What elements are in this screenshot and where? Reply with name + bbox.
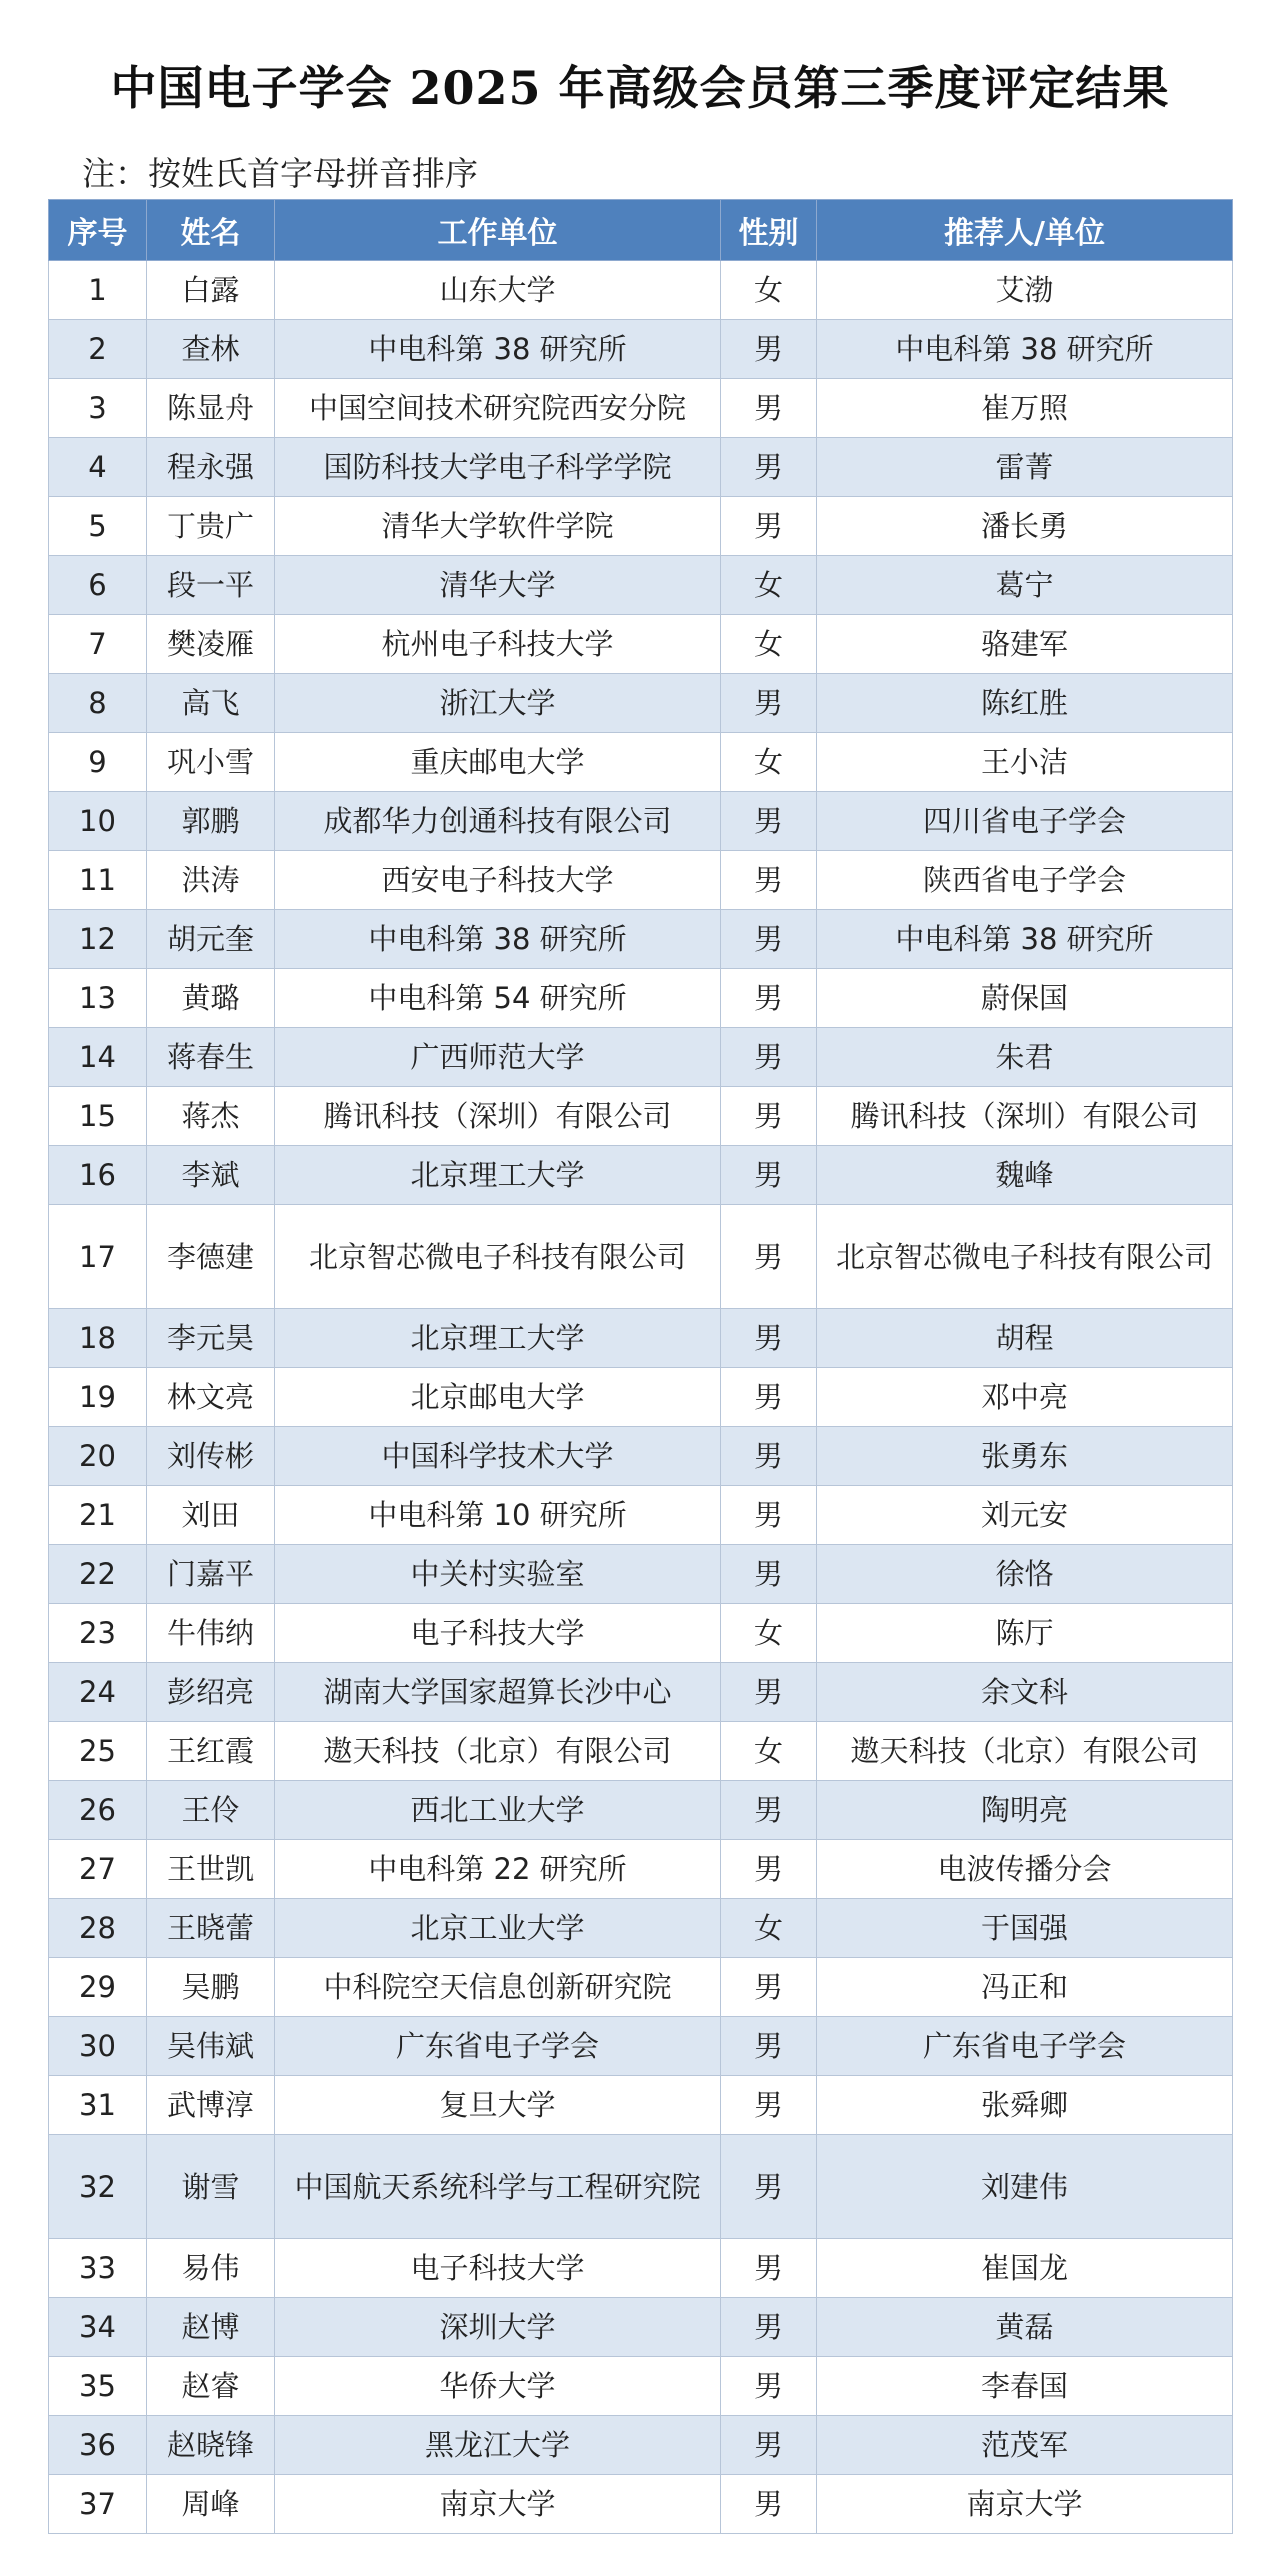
cell-serial-number: 3 (49, 379, 147, 438)
cell-name: 赵博 (147, 2298, 275, 2357)
table-row (49, 2416, 1233, 2475)
table-row (49, 1899, 1233, 1958)
cell-recommender: 黄磊 (817, 2298, 1233, 2357)
cell-recommender: 范茂军 (817, 2416, 1233, 2475)
cell-serial-number: 12 (49, 910, 147, 969)
cell-gender: 男 (721, 2017, 817, 2076)
cell-gender: 男 (721, 1781, 817, 1840)
cell-serial-number: 15 (49, 1087, 147, 1146)
cell-serial-number: 11 (49, 851, 147, 910)
table-row (49, 1368, 1233, 1427)
cell-serial-number: 18 (49, 1309, 147, 1368)
cell-name: 黄璐 (147, 969, 275, 1028)
cell-recommender: 陈红胜 (817, 674, 1233, 733)
cell-name: 李斌 (147, 1146, 275, 1205)
table-row (49, 1663, 1233, 1722)
cell-serial-number: 17 (49, 1205, 147, 1309)
table-row (49, 910, 1233, 969)
cell-name: 郭鹏 (147, 792, 275, 851)
cell-gender: 男 (721, 1087, 817, 1146)
cell-work-unit: 中电科第 38 研究所 (275, 320, 721, 379)
cell-recommender: 潘长勇 (817, 497, 1233, 556)
cell-serial-number: 1 (49, 261, 147, 320)
cell-name: 吴鹏 (147, 1958, 275, 2017)
cell-recommender: 陈厅 (817, 1604, 1233, 1663)
cell-recommender: 冯正和 (817, 1958, 1233, 2017)
cell-gender: 男 (721, 1427, 817, 1486)
cell-work-unit: 西北工业大学 (275, 1781, 721, 1840)
cell-name: 蒋杰 (147, 1087, 275, 1146)
cell-recommender: 艾渤 (817, 261, 1233, 320)
cell-work-unit: 北京邮电大学 (275, 1368, 721, 1427)
cell-gender: 男 (721, 969, 817, 1028)
cell-work-unit: 电子科技大学 (275, 1604, 721, 1663)
cell-name: 丁贵广 (147, 497, 275, 556)
cell-work-unit: 中电科第 38 研究所 (275, 910, 721, 969)
cell-recommender: 邓中亮 (817, 1368, 1233, 1427)
cell-work-unit: 黑龙江大学 (275, 2416, 721, 2475)
cell-recommender: 腾讯科技（深圳）有限公司 (817, 1087, 1233, 1146)
cell-work-unit: 电子科技大学 (275, 2239, 721, 2298)
cell-work-unit: 中电科第 22 研究所 (275, 1840, 721, 1899)
table-row (49, 2475, 1233, 2534)
cell-recommender: 余文科 (817, 1663, 1233, 1722)
cell-recommender: 广东省电子学会 (817, 2017, 1233, 2076)
cell-work-unit: 北京理工大学 (275, 1309, 721, 1368)
cell-recommender: 陶明亮 (817, 1781, 1233, 1840)
table-row (49, 2239, 1233, 2298)
header-recommender: 推荐人/单位 (817, 200, 1233, 261)
cell-serial-number: 5 (49, 497, 147, 556)
cell-name: 门嘉平 (147, 1545, 275, 1604)
cell-gender: 男 (721, 2239, 817, 2298)
table-row (49, 2017, 1233, 2076)
cell-name: 李德建 (147, 1205, 275, 1309)
cell-work-unit: 深圳大学 (275, 2298, 721, 2357)
cell-gender: 男 (721, 1309, 817, 1368)
cell-gender: 男 (721, 2475, 817, 2534)
cell-work-unit: 中国空间技术研究院西安分院 (275, 379, 721, 438)
cell-gender: 女 (721, 615, 817, 674)
cell-serial-number: 27 (49, 1840, 147, 1899)
cell-work-unit: 广东省电子学会 (275, 2017, 721, 2076)
cell-serial-number: 23 (49, 1604, 147, 1663)
cell-work-unit: 复旦大学 (275, 2076, 721, 2135)
cell-gender: 男 (721, 851, 817, 910)
cell-serial-number: 4 (49, 438, 147, 497)
cell-name: 武博淳 (147, 2076, 275, 2135)
cell-name: 白露 (147, 261, 275, 320)
cell-gender: 男 (721, 1545, 817, 1604)
cell-work-unit: 杭州电子科技大学 (275, 615, 721, 674)
cell-name: 林文亮 (147, 1368, 275, 1427)
cell-serial-number: 24 (49, 1663, 147, 1722)
table-row (49, 1146, 1233, 1205)
sort-note: 注：按姓氏首字母拼音排序 (82, 154, 478, 193)
cell-work-unit: 中科院空天信息创新研究院 (275, 1958, 721, 2017)
cell-recommender: 四川省电子学会 (817, 792, 1233, 851)
cell-name: 牛伟纳 (147, 1604, 275, 1663)
cell-name: 刘田 (147, 1486, 275, 1545)
cell-recommender: 刘建伟 (817, 2135, 1233, 2239)
cell-work-unit: 北京智芯微电子科技有限公司 (275, 1205, 721, 1309)
cell-serial-number: 21 (49, 1486, 147, 1545)
cell-recommender: 于国强 (817, 1899, 1233, 1958)
header-name: 姓名 (147, 200, 275, 261)
cell-name: 赵睿 (147, 2357, 275, 2416)
cell-recommender: 张舜卿 (817, 2076, 1233, 2135)
cell-work-unit: 成都华力创通科技有限公司 (275, 792, 721, 851)
cell-name: 巩小雪 (147, 733, 275, 792)
cell-name: 王世凯 (147, 1840, 275, 1899)
cell-serial-number: 33 (49, 2239, 147, 2298)
table-row (49, 1427, 1233, 1486)
cell-name: 程永强 (147, 438, 275, 497)
cell-recommender: 徐恪 (817, 1545, 1233, 1604)
cell-name: 易伟 (147, 2239, 275, 2298)
cell-gender: 男 (721, 792, 817, 851)
cell-serial-number: 34 (49, 2298, 147, 2357)
table-row (49, 1840, 1233, 1899)
cell-gender: 男 (721, 320, 817, 379)
cell-name: 樊凌雁 (147, 615, 275, 674)
cell-recommender: 王小洁 (817, 733, 1233, 792)
cell-work-unit: 北京理工大学 (275, 1146, 721, 1205)
cell-name: 陈显舟 (147, 379, 275, 438)
cell-name: 周峰 (147, 2475, 275, 2534)
cell-recommender: 崔国龙 (817, 2239, 1233, 2298)
cell-gender: 男 (721, 2076, 817, 2135)
cell-recommender: 雷菁 (817, 438, 1233, 497)
cell-name: 吴伟斌 (147, 2017, 275, 2076)
cell-work-unit: 中电科第 10 研究所 (275, 1486, 721, 1545)
cell-gender: 男 (721, 1368, 817, 1427)
document-title: 中国电子学会 2025 年高级会员第三季度评定结果 (110, 61, 1170, 115)
cell-gender: 女 (721, 556, 817, 615)
cell-work-unit: 中国航天系统科学与工程研究院 (275, 2135, 721, 2239)
cell-work-unit: 中电科第 54 研究所 (275, 969, 721, 1028)
table-row (49, 615, 1233, 674)
cell-name: 王伶 (147, 1781, 275, 1840)
cell-work-unit: 腾讯科技（深圳）有限公司 (275, 1087, 721, 1146)
table-row (49, 1958, 1233, 2017)
cell-name: 赵晓锋 (147, 2416, 275, 2475)
cell-work-unit: 北京工业大学 (275, 1899, 721, 1958)
cell-work-unit: 国防科技大学电子科学学院 (275, 438, 721, 497)
table-row (49, 261, 1233, 320)
cell-gender: 女 (721, 733, 817, 792)
cell-recommender: 崔万照 (817, 379, 1233, 438)
cell-name: 段一平 (147, 556, 275, 615)
cell-name: 彭绍亮 (147, 1663, 275, 1722)
cell-work-unit: 遨天科技（北京）有限公司 (275, 1722, 721, 1781)
table-header-row (49, 200, 1233, 261)
cell-recommender: 北京智芯微电子科技有限公司 (817, 1205, 1233, 1309)
cell-name: 李元昊 (147, 1309, 275, 1368)
table-row (49, 1545, 1233, 1604)
table-row (49, 674, 1233, 733)
table-row (49, 733, 1233, 792)
table-row (49, 497, 1233, 556)
table-row (49, 1205, 1233, 1309)
table-row (49, 1486, 1233, 1545)
cell-recommender: 张勇东 (817, 1427, 1233, 1486)
cell-serial-number: 9 (49, 733, 147, 792)
table-row (49, 2076, 1233, 2135)
cell-gender: 男 (721, 1205, 817, 1309)
cell-gender: 男 (721, 674, 817, 733)
cell-gender: 男 (721, 2357, 817, 2416)
table-row (49, 1087, 1233, 1146)
table-row (49, 556, 1233, 615)
cell-serial-number: 25 (49, 1722, 147, 1781)
cell-gender: 女 (721, 1604, 817, 1663)
table-body (49, 261, 1233, 2534)
cell-name: 蒋春生 (147, 1028, 275, 1087)
table-row (49, 1028, 1233, 1087)
cell-gender: 男 (721, 1663, 817, 1722)
cell-name: 查林 (147, 320, 275, 379)
cell-recommender: 遨天科技（北京）有限公司 (817, 1722, 1233, 1781)
cell-work-unit: 中关村实验室 (275, 1545, 721, 1604)
cell-serial-number: 6 (49, 556, 147, 615)
cell-recommender: 魏峰 (817, 1146, 1233, 1205)
table-row (49, 2298, 1233, 2357)
cell-gender: 男 (721, 2298, 817, 2357)
cell-gender: 男 (721, 1958, 817, 2017)
results-table (48, 199, 1233, 2534)
cell-serial-number: 16 (49, 1146, 147, 1205)
cell-serial-number: 7 (49, 615, 147, 674)
cell-gender: 男 (721, 1028, 817, 1087)
cell-serial-number: 26 (49, 1781, 147, 1840)
table-row (49, 851, 1233, 910)
cell-serial-number: 37 (49, 2475, 147, 2534)
cell-serial-number: 32 (49, 2135, 147, 2239)
cell-work-unit: 华侨大学 (275, 2357, 721, 2416)
table-row (49, 2135, 1233, 2239)
cell-recommender: 中电科第 38 研究所 (817, 910, 1233, 969)
cell-work-unit: 山东大学 (275, 261, 721, 320)
cell-work-unit: 重庆邮电大学 (275, 733, 721, 792)
cell-work-unit: 湖南大学国家超算长沙中心 (275, 1663, 721, 1722)
cell-gender: 男 (721, 2135, 817, 2239)
cell-serial-number: 2 (49, 320, 147, 379)
table-row (49, 379, 1233, 438)
cell-gender: 男 (721, 910, 817, 969)
cell-name: 王晓蕾 (147, 1899, 275, 1958)
cell-work-unit: 浙江大学 (275, 674, 721, 733)
cell-recommender: 陕西省电子学会 (817, 851, 1233, 910)
table-row (49, 320, 1233, 379)
cell-name: 刘传彬 (147, 1427, 275, 1486)
cell-serial-number: 8 (49, 674, 147, 733)
cell-serial-number: 30 (49, 2017, 147, 2076)
header-work-unit: 工作单位 (275, 200, 721, 261)
cell-serial-number: 29 (49, 1958, 147, 2017)
table-row (49, 2357, 1233, 2416)
cell-recommender: 朱君 (817, 1028, 1233, 1087)
cell-serial-number: 20 (49, 1427, 147, 1486)
table-row (49, 792, 1233, 851)
cell-work-unit: 西安电子科技大学 (275, 851, 721, 910)
table-row (49, 1309, 1233, 1368)
cell-serial-number: 36 (49, 2416, 147, 2475)
header-serial-number: 序号 (49, 200, 147, 261)
cell-gender: 男 (721, 1146, 817, 1205)
cell-recommender: 电波传播分会 (817, 1840, 1233, 1899)
cell-serial-number: 14 (49, 1028, 147, 1087)
table-row (49, 969, 1233, 1028)
cell-recommender: 蔚保国 (817, 969, 1233, 1028)
cell-work-unit: 广西师范大学 (275, 1028, 721, 1087)
cell-recommender: 骆建军 (817, 615, 1233, 674)
cell-recommender: 中电科第 38 研究所 (817, 320, 1233, 379)
cell-gender: 女 (721, 261, 817, 320)
table-row (49, 1781, 1233, 1840)
table-row (49, 1722, 1233, 1781)
cell-gender: 男 (721, 379, 817, 438)
cell-name: 谢雪 (147, 2135, 275, 2239)
cell-serial-number: 31 (49, 2076, 147, 2135)
cell-name: 王红霞 (147, 1722, 275, 1781)
cell-serial-number: 13 (49, 969, 147, 1028)
cell-recommender: 胡程 (817, 1309, 1233, 1368)
header-gender: 性别 (721, 200, 817, 261)
cell-recommender: 李春国 (817, 2357, 1233, 2416)
cell-serial-number: 10 (49, 792, 147, 851)
table-row (49, 1604, 1233, 1663)
cell-work-unit: 南京大学 (275, 2475, 721, 2534)
cell-gender: 男 (721, 1840, 817, 1899)
cell-work-unit: 清华大学软件学院 (275, 497, 721, 556)
cell-gender: 女 (721, 1722, 817, 1781)
cell-recommender: 葛宁 (817, 556, 1233, 615)
cell-recommender: 刘元安 (817, 1486, 1233, 1545)
cell-work-unit: 中国科学技术大学 (275, 1427, 721, 1486)
cell-gender: 男 (721, 497, 817, 556)
cell-name: 高飞 (147, 674, 275, 733)
cell-work-unit: 清华大学 (275, 556, 721, 615)
cell-serial-number: 28 (49, 1899, 147, 1958)
cell-serial-number: 35 (49, 2357, 147, 2416)
cell-serial-number: 22 (49, 1545, 147, 1604)
cell-name: 胡元奎 (147, 910, 275, 969)
cell-gender: 男 (721, 2416, 817, 2475)
cell-gender: 女 (721, 1899, 817, 1958)
cell-gender: 男 (721, 1486, 817, 1545)
cell-gender: 男 (721, 438, 817, 497)
cell-recommender: 南京大学 (817, 2475, 1233, 2534)
cell-name: 洪涛 (147, 851, 275, 910)
cell-serial-number: 19 (49, 1368, 147, 1427)
table-row (49, 438, 1233, 497)
